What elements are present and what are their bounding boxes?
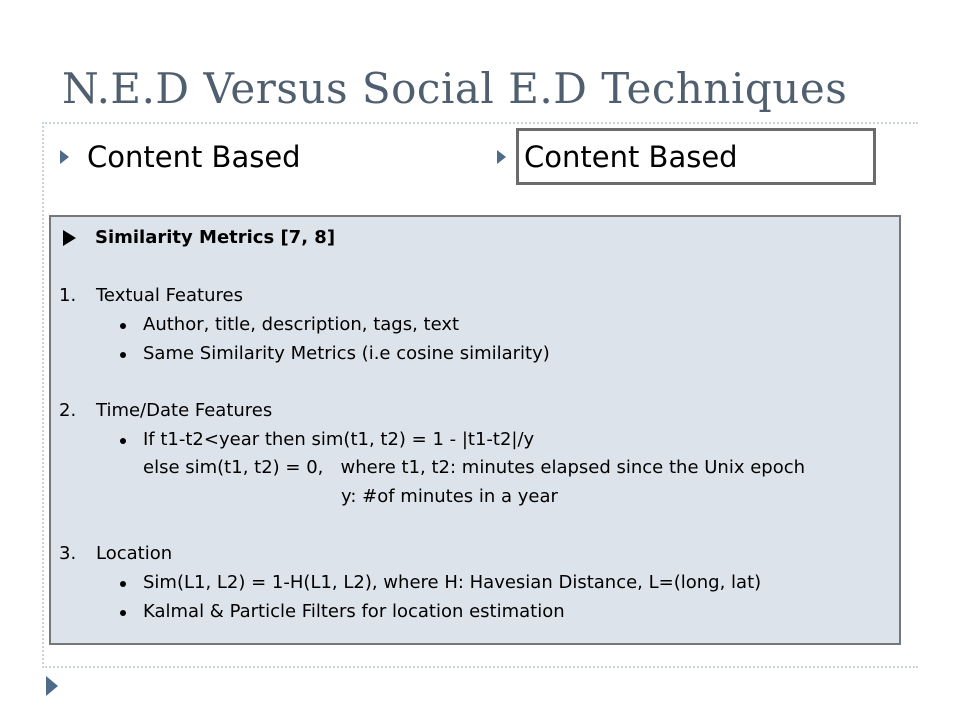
left-header-label: Content Based: [87, 140, 301, 174]
list-item-continuation: y: #of minutes in a year: [341, 486, 558, 507]
list-item-continuation: else sim(t1, t2) = 0, where t1, t2: minutes elapsed since the Unix epoch: [143, 457, 806, 478]
section-number: 1.: [59, 285, 77, 306]
right-header-label: Content Based: [524, 140, 738, 174]
bullet-dot-icon: [120, 610, 126, 616]
section-number: 2.: [59, 400, 77, 421]
triangle-bullet-icon: [60, 150, 69, 164]
bullet-dot-icon: [120, 352, 126, 358]
list-item: Kalmal & Particle Filters for location estimation: [143, 601, 565, 622]
section-label: Textual Features: [96, 285, 243, 306]
panel-heading: Similarity Metrics [7, 8]: [95, 227, 336, 248]
top-divider: [42, 122, 918, 124]
section-label: Location: [96, 543, 173, 564]
section-number: 3.: [59, 543, 77, 564]
bullet-dot-icon: [120, 438, 126, 444]
slide-title: N.E.D Versus Social E.D Techniques: [62, 64, 848, 113]
bottom-divider: [42, 666, 918, 668]
triangle-bullet-icon: [497, 150, 506, 164]
list-item: Sim(L1, L2) = 1-H(L1, L2), where H: Havesian Distance, L=(long, lat): [143, 572, 762, 593]
arrow-right-icon: [63, 230, 76, 246]
bullet-dot-icon: [120, 323, 126, 329]
list-item: Same Similarity Metrics (i.e cosine similarity): [143, 343, 550, 364]
left-column-header: [60, 135, 301, 179]
bullet-dot-icon: [120, 581, 126, 587]
section-label: Time/Date Features: [96, 400, 273, 421]
list-item: Author, title, description, tags, text: [143, 314, 460, 335]
triangle-right-icon: [46, 676, 58, 696]
left-divider: [42, 122, 44, 668]
similarity-metrics-panel: [49, 215, 901, 645]
list-item: If t1-t2<year then sim(t1, t2) = 1 - |t1-t2|/y: [143, 429, 535, 450]
right-column-header: [497, 135, 738, 179]
